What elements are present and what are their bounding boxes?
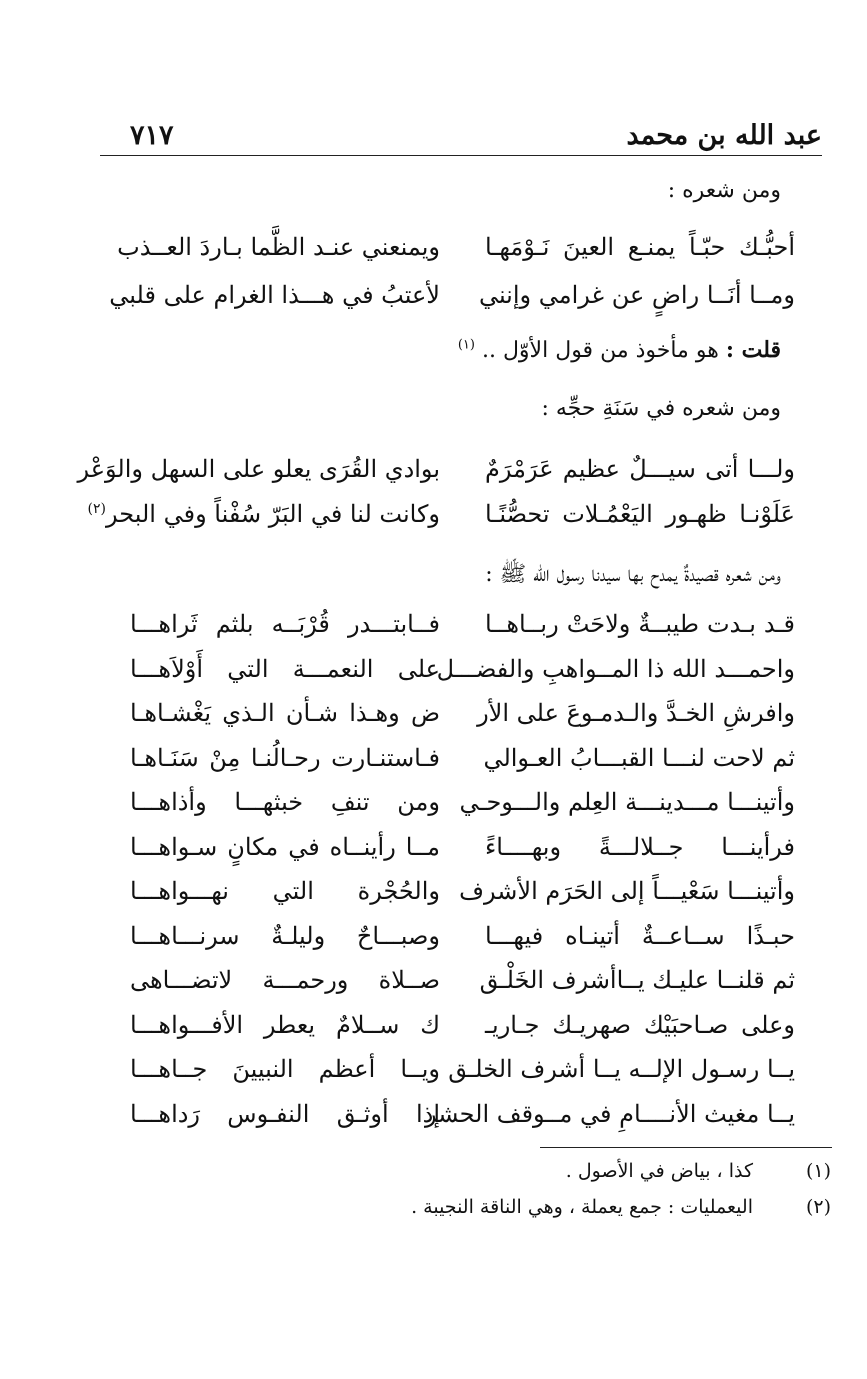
- verse-first-hemistich: حبـذًا ســاعــةٌ أتينـاه فيهـــا: [485, 921, 795, 950]
- note-text: هو مأخوذ من قول الأوّل ..: [481, 338, 719, 363]
- verse-second-hemistich: فــابتـــدر قُرْبَــه بلثم ثَراهـــا: [130, 610, 440, 638]
- verse-second-hemistich: والحُجْرة التي نهـــواهـــا: [130, 877, 440, 905]
- verse-second-hemistich: فـاستنـارت رحـالُنـا مِنْ سَنَـاهـا: [130, 743, 440, 772]
- intro-line-1: ومن شعره :: [667, 178, 781, 203]
- verse-line: [87, 500, 795, 540]
- verse-line: [130, 788, 795, 828]
- footnote-rule: [540, 1147, 832, 1148]
- note-label: قلت :: [725, 337, 781, 363]
- verse-first-hemistich: وعلى صـاحبَيْك صهريـك جـاريـ: [485, 1010, 795, 1039]
- hemistich-text: وكانت لنا في البَرّ سُفْناً وفي البحر: [106, 500, 440, 528]
- footnote: [271, 1196, 831, 1218]
- verse-second-hemistich: وصبـــاحٌ وليلـةٌ سرنـــاهـــا: [130, 921, 440, 950]
- verse-first-hemistich: ثم قلنــا عليـك يــاأشرف الخَلْـق: [479, 966, 795, 994]
- verse-second-hemistich: ومن تنفِ خبثهـــا وأذاهـــا: [130, 788, 440, 816]
- page-header: [100, 118, 822, 154]
- verse-first-hemistich: ثم لاحت لنـــا القبـــابُ العـوالي: [483, 743, 795, 772]
- footnote-text: اليعمليات : جمع يعملة ، وهي الناقة النجيبة .: [411, 1196, 753, 1218]
- footnote-marker: (١): [457, 337, 475, 353]
- page-number: ٧١٧: [130, 120, 174, 151]
- verse-second-hemistich: ض وهـذا شـأن الـذي يَغْشـاهـا: [130, 699, 440, 727]
- verse-second-hemistich: بوادي القُرَى يعلو على السهل والوَعْر: [77, 455, 440, 483]
- verse-second-hemistich: على النعمـــة التي أَوْلاَهـــا: [130, 654, 440, 683]
- editor-note: [458, 337, 781, 363]
- verse-line: [130, 1055, 795, 1095]
- verse-first-hemistich: يــا رسـول الإلــه يــا أشرف الخلـق: [448, 1055, 795, 1083]
- verse-second-hemistich: ك ســلامٌ يعطر الأفـــواهـــا: [130, 1010, 440, 1039]
- verse-line: [130, 922, 795, 962]
- header-rule: [100, 155, 822, 156]
- intro-line-3: ومن شعره قصيدةٌ يمدح بها سيدنا رسول الله ﷺ :: [485, 562, 781, 587]
- verse-line: [130, 877, 795, 917]
- verse-line: [109, 281, 795, 321]
- verse-line: [130, 1011, 795, 1051]
- verse-first-hemistich: وأتينـــا سَعْيـــاً إلى الحَرَم الأشرف: [459, 877, 795, 905]
- verse-second-hemistich: ويــا أعظم النبيينَ جــاهـــا: [130, 1055, 440, 1083]
- verse-line: [130, 966, 795, 1006]
- footnote: [271, 1160, 831, 1182]
- verse-second-hemistich: مــا رأينــاه في مكانٍ سـواهـــا: [130, 832, 440, 861]
- verse-second-hemistich: ويمنعني عنـد الظَّما بـاردَ العــذب: [117, 233, 440, 261]
- verse-second-hemistich: إذا أوثـق النفـوس رَداهـــا: [130, 1099, 440, 1128]
- verse-first-hemistich: فرأينـــا جــلالـــةً وبهــــاءً: [485, 832, 795, 861]
- verse-line: [117, 233, 795, 273]
- verse-first-hemistich: قـد بـدت طيبــةٌ ولاحَتْ ربــاهــا: [485, 610, 795, 638]
- verse-line: [130, 610, 795, 650]
- verse-first-hemistich: أحبُّـك حبّـاً يمنـع العينَ نَـوْمَهـا: [485, 233, 795, 261]
- verse-second-hemistich: صــلاة ورحمـــة لاتضـــاهى: [130, 966, 440, 994]
- running-title: عبد الله بن محمد: [626, 120, 822, 151]
- verse-line: [130, 655, 795, 695]
- verse-second-hemistich: لأعتبُ في هـــذا الغرام على قلبي: [109, 281, 440, 309]
- verse-second-hemistich: [87, 500, 440, 528]
- verse-first-hemistich: واحمـــد الله ذا المــواهبِ والفضـــل: [436, 654, 795, 683]
- footnote-number: (٢): [805, 1196, 831, 1218]
- verse-first-hemistich: ومــا أنَــا راضٍ عن غرامي وإنني: [478, 281, 795, 309]
- footnote-number: (١): [805, 1160, 831, 1182]
- verse-line: [77, 455, 795, 495]
- intro-line-2: ومن شعره في سَنَةِ حجِّه :: [541, 396, 781, 421]
- verse-first-hemistich: وافرشِ الخـدَّ والـدمـوعَ على الأر: [477, 699, 795, 727]
- verse-first-hemistich: وأتينـــا مـــدينـــة العِلم والـــوحـي: [459, 788, 795, 816]
- verse-first-hemistich: عَلَوْنـا ظهـور اليَعْمُـلات تحصُّنًـا: [485, 500, 795, 528]
- verse-line: [130, 833, 795, 873]
- footnote-marker: (٢): [87, 501, 107, 517]
- verse-line: [130, 1100, 795, 1140]
- verse-first-hemistich: يــا مغيث الأنــــامِ في مــوقف الحشر: [424, 1099, 795, 1128]
- verse-first-hemistich: ولـــا أتى سيـــلٌ عظيم عَرَمْرَمٌ: [485, 455, 795, 483]
- footnote-text: كذا ، بياض في الأصول .: [565, 1160, 753, 1182]
- verse-line: [130, 699, 795, 739]
- verse-line: [130, 744, 795, 784]
